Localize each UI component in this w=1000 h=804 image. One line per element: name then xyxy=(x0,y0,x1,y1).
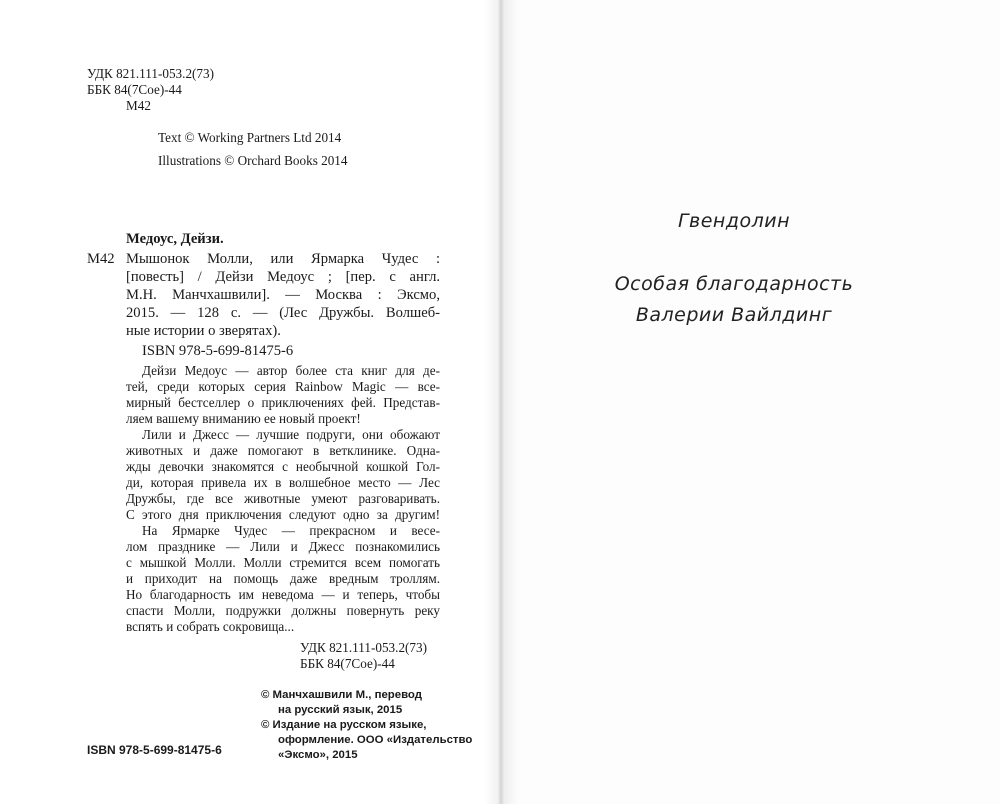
thanks-line: Особая благодарность xyxy=(614,273,854,295)
annotation-line: Дружбы, где все животные умеют разговаривать. xyxy=(126,491,440,506)
annotation-line: спасти Молли, подружки должны повернуть реку xyxy=(126,603,440,618)
dedication-name: Гвендолин xyxy=(677,210,791,232)
isbn-inline: ISBN 978-5-699-81475-6 xyxy=(142,343,294,359)
bibliographic-line: [повесть] / Дейзи Медоус ; [пер. с англ. xyxy=(126,269,440,285)
catalog-code: М42 xyxy=(87,251,115,267)
bbk-footer-line: ББК 84(7Сое)-44 xyxy=(300,656,395,671)
book-spine-shadow xyxy=(484,0,518,804)
annotation-line: и приходит на помощь даже вредным троллям. xyxy=(126,571,440,586)
annotation-line: вспять и собрать сокровища... xyxy=(126,619,295,634)
udk-footer-line: УДК 821.111-053.2(73) xyxy=(300,640,428,655)
copyright-ru-line: «Эксмо», 2015 xyxy=(278,749,358,761)
annotation-line: мирный бестселлер о приключениях фей. Представ- xyxy=(126,395,440,410)
author-heading: Медоус, Дейзи. xyxy=(126,231,224,247)
annotation-line: Но благодарность им неведома — и теперь, чтобы xyxy=(126,587,440,602)
annotation-line: жды девочки знакомятся с необычной кошкой Гол- xyxy=(126,459,440,474)
bibliographic-line: ные истории о зверятах). xyxy=(126,323,281,339)
copyright-ru-line: © Манчхашвили М., перевод xyxy=(261,689,422,701)
bibliographic-line: Мышонок Молли, или Ярмарка Чудес : xyxy=(126,251,440,267)
annotation-line: тей, среди которых серия Rainbow Magic — все- xyxy=(126,379,440,394)
author-code-header: М42 xyxy=(126,98,151,113)
copyright-text-en: Text © Working Partners Ltd 2014 xyxy=(158,130,342,145)
isbn-bottom: ISBN 978-5-699-81475-6 xyxy=(87,743,222,757)
annotation-line: животных и даже помогают в ветклинике. Однa- xyxy=(126,443,440,458)
annotation-line: С этого дня приключения следуют одно за другим! xyxy=(126,507,440,522)
right-page xyxy=(500,0,1000,804)
copyright-ru-line: оформление. ООО «Издательство xyxy=(278,734,473,746)
annotation-line: лом празднике — Лили и Джесс познакомились xyxy=(126,539,440,554)
bibliographic-line: 2015. — 128 с. — (Лес Дружбы. Волшеб- xyxy=(126,305,440,321)
copyright-ru-line: на русский язык, 2015 xyxy=(278,704,403,716)
annotation-line: ляем вашему вниманию ее новый проект! xyxy=(126,411,361,426)
udk-header-line: УДК 821.111-053.2(73) xyxy=(87,66,215,81)
bibliographic-line: М.Н. Манчхашвили]. — Москва : Эксмо, xyxy=(126,287,440,303)
annotation-line: с мышкой Молли. Молли стремится всем помогать xyxy=(126,555,440,570)
copyright-illustrations-en: Illustrations © Orchard Books 2014 xyxy=(158,153,348,168)
annotation-line: На Ярмарке Чудес — прекрасном и весе- xyxy=(142,523,440,538)
annotation-line: Лили и Джесс — лучшие подруги, они обожают xyxy=(142,427,440,442)
copyright-ru-line: © Издание на русском языке, xyxy=(261,719,427,731)
bbk-header-line: ББК 84(7Сое)-44 xyxy=(87,82,182,97)
thanks-line: Валерии Вайлдинг xyxy=(635,304,833,326)
annotation-line: Дейзи Медоус — автор более ста книг для де- xyxy=(142,363,440,378)
annotation-line: ди, которая привела их в волшебное место — Лес xyxy=(126,475,440,490)
